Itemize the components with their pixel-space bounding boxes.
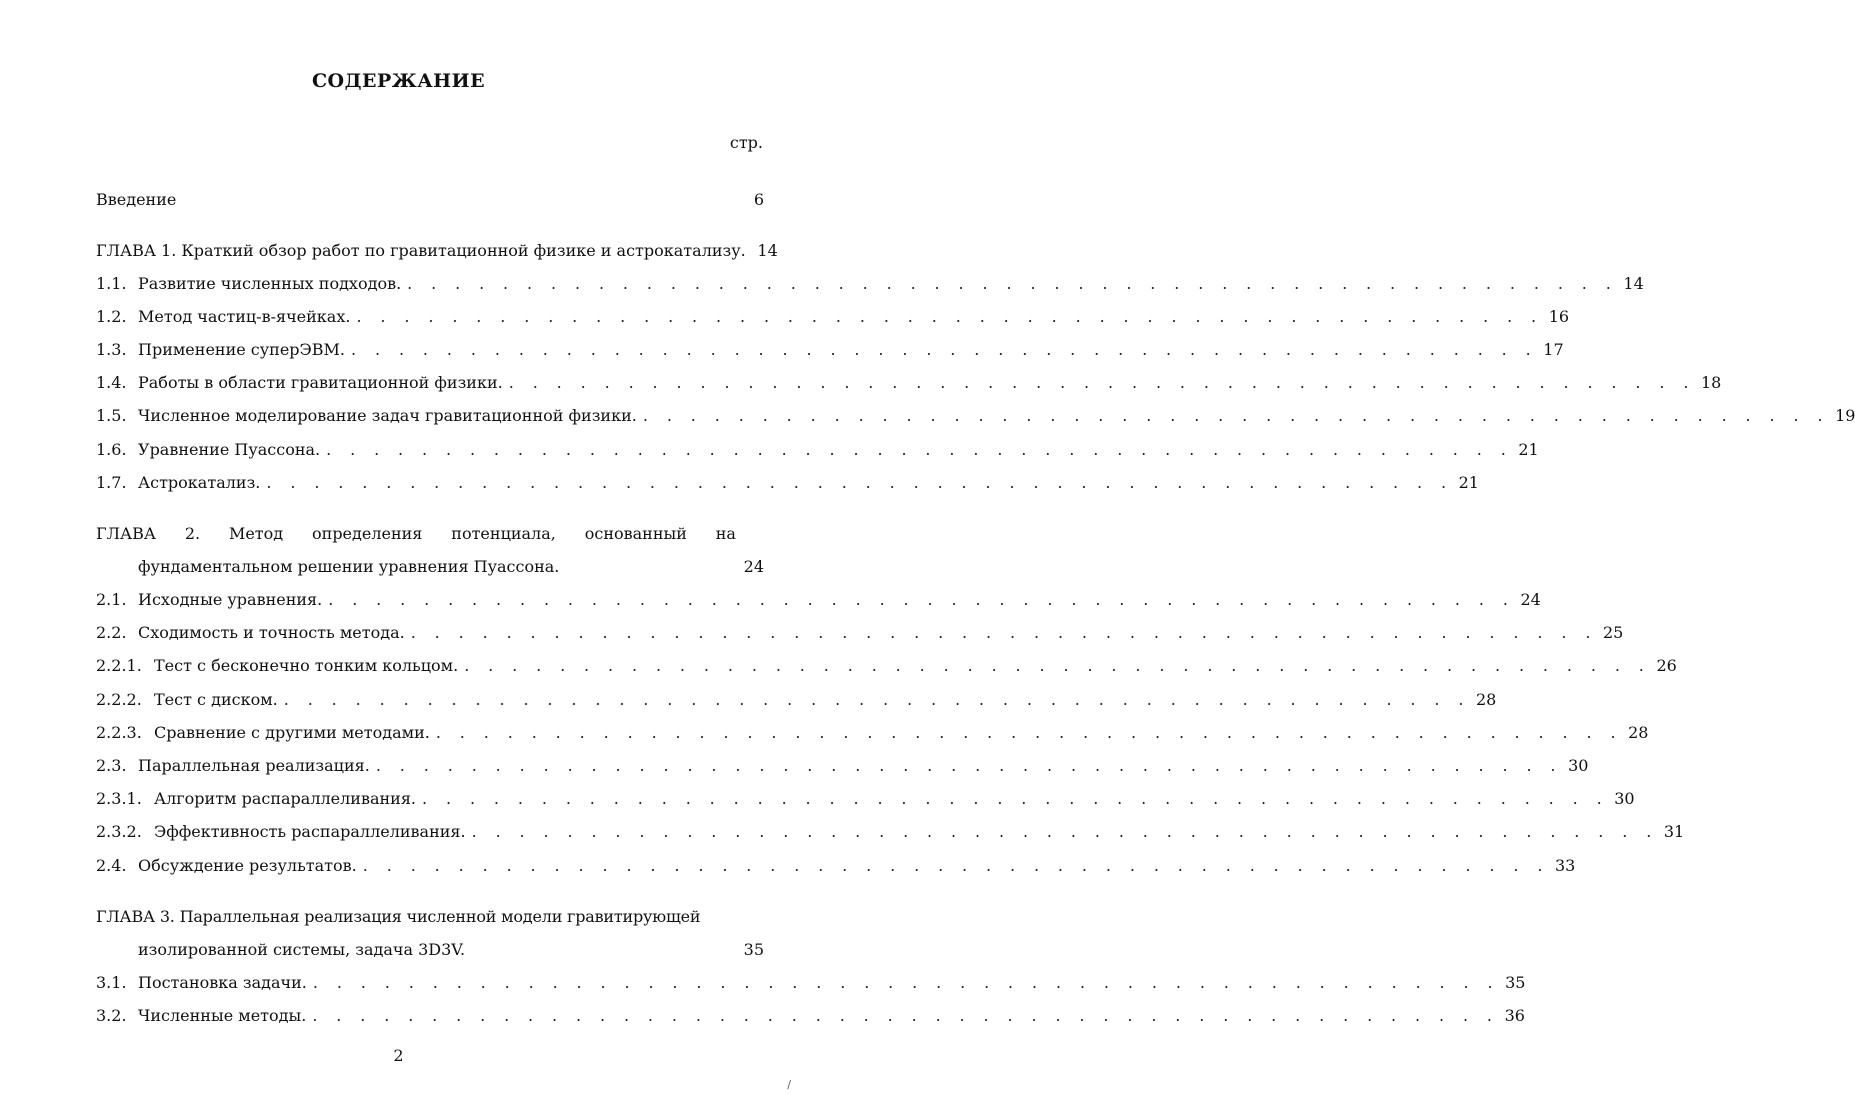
toc-entry-title: Астрокатализ. — [138, 473, 261, 492]
chapter-word: на — [715, 524, 736, 543]
toc-leader-dots: . . . . . . . . . . . . . . . . . . . . . . . . . . . . . . . . . . . . . . . . . . . . . . . . . . — [362, 856, 1550, 875]
toc-leader-dots: . . . . . . . . . . . . . . . . . . . . . . . . . . . . . . . . . . . . . . . . . . . . . . . . . . — [328, 590, 1515, 609]
toc-entry-title: Уравнение Пуассона. — [138, 440, 321, 459]
toc-chapter-1[interactable] — [96, 241, 778, 265]
chapter-word: ГЛАВА — [96, 524, 156, 543]
toc-entry-number: 1.5. — [96, 406, 127, 425]
toc-leader-dots: . . . . . . . . . . . . . . . . . . . . . . . . . . . . . . . . . . . . . . . . . . . . . . . . . . — [471, 822, 1659, 841]
toc-entry-title: Обсуждение результатов. — [138, 856, 357, 875]
toc-entry-page: 33 — [1555, 856, 1576, 875]
toc-entry[interactable] — [96, 373, 1722, 397]
toc-entry[interactable] — [96, 756, 1589, 780]
toc-entry-number: 2.4. — [96, 856, 127, 875]
toc-leader-dots: . . . . . . . . . . . . . . . . . . . . . . . . . . . . . . . . . . . . . . . . . . . . . . . . . . — [375, 756, 1563, 775]
toc-entry-title: Алгоритм распараллеливания. — [154, 789, 416, 808]
toc-entry-number: 2.3.2. — [96, 822, 142, 841]
toc-entry-number: 3.1. — [96, 973, 127, 992]
toc-entry-number: 1.1. — [96, 274, 127, 293]
toc-leader-dots: . . . . . . . . . . . . . . . . . . . . . . . . . . . . . . . . . . . . . . . . . . . . . . . . . . — [356, 307, 1544, 326]
toc-entry[interactable] — [96, 623, 1624, 647]
toc-entry-number: 2.1. — [96, 590, 127, 609]
chapter-page: 14 — [757, 241, 778, 260]
toc-chapter-2-continuation[interactable] — [138, 557, 764, 576]
toc-entry-number: 2.2.1. — [96, 656, 142, 675]
toc-entry-title: Тест с бесконечно тонким кольцом. — [154, 656, 459, 675]
toc-chapter-3-continuation[interactable] — [138, 940, 764, 959]
toc-leader-dots: . . . . . . . . . . . . . . . . . . . . . . . . . . . . . . . . . . . . . . . . . . . . . . . . . . — [642, 406, 1830, 425]
toc-entry-title: Метод частиц-в-ячейках. — [138, 307, 351, 326]
chapter-word: 2. — [184, 524, 201, 543]
toc-entry-title: Численное моделирование задач гравитационной физики. — [138, 406, 637, 425]
toc-entry-page: 18 — [1700, 373, 1722, 392]
toc-entry-number: 3.2. — [96, 1006, 127, 1025]
toc-leader-dots: . . . . . . . . . . . . . . . . . . . . . . . . . . . . . . . . . . . . . . . . . . . . . . . . . . — [312, 1006, 1499, 1025]
toc-entry-title: Постановка задачи. — [138, 973, 307, 992]
chapter-page: 24 — [743, 557, 764, 576]
toc-entry-title: Применение суперЭВМ. — [138, 340, 346, 359]
page-number: 2 — [393, 1046, 404, 1065]
corner-mark: / — [787, 1078, 791, 1091]
toc-leader-dots: . . . . . . . . . . . . . . . . . . . . . . . . . . . . . . . . . . . . . . . . . . . . . . . . . . — [351, 340, 1538, 359]
toc-entry[interactable] — [96, 723, 1649, 747]
toc-entry[interactable] — [96, 340, 1564, 364]
toc-entry-page: 21 — [1518, 440, 1539, 459]
toc-entry[interactable] — [96, 1006, 1525, 1030]
toc-entry-page: 17 — [1543, 340, 1564, 359]
toc-entry-page: 24 — [1520, 590, 1541, 609]
page-title: СОДЕРЖАНИЕ — [311, 70, 486, 92]
toc-entry[interactable] — [96, 822, 1685, 846]
toc-entry[interactable] — [96, 856, 1576, 880]
toc-entry-page: 28 — [1628, 723, 1649, 742]
toc-entry[interactable] — [96, 690, 1497, 714]
toc-leader-dots: . . . . . . . . . . . . . . . . . . . . . . . . . . . . . . . . . . . . . . . . . . . . . . . . . . — [283, 690, 1471, 709]
toc-entry[interactable] — [96, 590, 1541, 614]
toc-leader-dots: . . . . . . . . . . . . . . . . . . . . . . . . . . . . . . . . . . . . . . . . . . . . . . . . . . — [326, 440, 1513, 459]
page-column-label: стр. — [729, 133, 763, 152]
toc-entry[interactable] — [96, 406, 1855, 430]
chapter-title: ГЛАВА 1. Краткий обзор работ по гравитационной физике и астрокатализу. — [96, 241, 746, 260]
toc-entry-number: 1.6. — [96, 440, 127, 459]
chapter-title: ГЛАВА 3. Параллельная реализация численной модели гравитирующей — [96, 907, 701, 926]
toc-entry-number: 2.3.1. — [96, 789, 142, 808]
toc-leader-dots: . . . . . . . . . . . . . . . . . . . . . . . . . . . . . . . . . . . . . . . . . . . . . . . . . . . — [407, 274, 1618, 293]
toc-entry-title: Сравнение с другими методами. — [154, 723, 430, 742]
chapter-word: определения — [312, 524, 423, 543]
toc-entry-page: 19 — [1835, 406, 1855, 425]
toc-entry-page: 28 — [1475, 690, 1497, 709]
toc-entry[interactable] — [96, 307, 1570, 331]
toc-entry-page: 21 — [1458, 473, 1479, 492]
chapter-title-continuation: изолированной системы, задача 3D3V. — [138, 940, 466, 959]
toc-leader-dots: . . . . . . . . . . . . . . . . . . . . . . . . . . . . . . . . . . . . . . . . . . . . . . . . . . — [410, 623, 1598, 642]
toc-entry-page: 31 — [1663, 822, 1685, 841]
toc-leader-dots: . . . . . . . . . . . . . . . . . . . . . . . . . . . . . . . . . . . . . . . . . . . . . . . . . . — [266, 473, 1453, 492]
toc-entry-page: 26 — [1656, 656, 1677, 675]
toc-entry-title: Параллельная реализация. — [138, 756, 370, 775]
toc-entry-intro[interactable] — [96, 190, 764, 214]
toc-entry[interactable] — [96, 473, 1479, 497]
toc-entry-title: Развитие численных подходов. — [138, 274, 402, 293]
toc-entry-title: Введение — [96, 190, 177, 209]
toc-entry-title: Численные методы. — [138, 1006, 307, 1025]
toc-leader-dots: . . . . . . . . . . . . . . . . . . . . . . . . . . . . . . . . . . . . . . . . . . . . . . . . . . — [312, 973, 1500, 992]
toc-leader-dots: . . . . . . . . . . . . . . . . . . . . . . . . . . . . . . . . . . . . . . . . . . . . . . . . . . — [435, 723, 1623, 742]
toc-entry-page: 36 — [1504, 1006, 1525, 1025]
toc-entry[interactable] — [96, 274, 1644, 298]
toc-leader-dots: . . . . . . . . . . . . . . . . . . . . . . . . . . . . . . . . . . . . . . . . . . . . . . . . . . — [464, 656, 1651, 675]
toc-entry-page: 25 — [1602, 623, 1624, 642]
toc-entry-title: Сходимость и точность метода. — [138, 623, 405, 642]
toc-entry-title: Исходные уравнения. — [138, 590, 323, 609]
toc-entry-page: 6 — [753, 190, 764, 209]
chapter-word: потенциала, — [451, 524, 556, 543]
toc-entry-number: 2.2.3. — [96, 723, 142, 742]
chapter-title-continuation: фундаментальном решении уравнения Пуассона. — [138, 557, 560, 576]
toc-chapter-2[interactable] — [96, 524, 736, 543]
toc-entry-page: 30 — [1614, 789, 1635, 808]
toc-entry-number: 2.2.2. — [96, 690, 142, 709]
toc-entry-number: 2.2. — [96, 623, 127, 642]
chapter-page: 35 — [743, 940, 764, 959]
toc-entry-title: Работы в области гравитационной физики. — [138, 373, 503, 392]
toc-entry-title: Эффективность распараллеливания. — [154, 822, 466, 841]
toc-entry[interactable] — [96, 440, 1539, 464]
toc-entry[interactable] — [96, 789, 1635, 813]
toc-entry-number: 1.4. — [96, 373, 127, 392]
toc-leader-dots: . . . . . . . . . . . . . . . . . . . . . . . . . . . . . . . . . . . . . . . . . . . . . . . . . . — [422, 789, 1609, 808]
toc-entry-page: 14 — [1623, 274, 1644, 293]
toc-entry-page: 16 — [1548, 307, 1570, 326]
toc-entry-title: Тест с диском. — [154, 690, 278, 709]
toc-entry-number: 1.2. — [96, 307, 127, 326]
toc-entry-page: 30 — [1568, 756, 1589, 775]
chapter-word: основанный — [584, 524, 687, 543]
toc-leader-dots: . . . . . . . . . . . . . . . . . . . . . . . . . . . . . . . . . . . . . . . . . . . . . . . . . . — [508, 373, 1696, 392]
toc-entry-number: 1.3. — [96, 340, 127, 359]
toc-entry[interactable] — [96, 656, 1677, 680]
toc-entry-number: 1.7. — [96, 473, 127, 492]
toc-chapter-3[interactable] — [96, 907, 736, 926]
toc-entry-number: 2.3. — [96, 756, 127, 775]
toc-entry-page: 35 — [1505, 973, 1526, 992]
toc-entry[interactable] — [96, 973, 1526, 997]
chapter-word: Метод — [228, 524, 284, 543]
